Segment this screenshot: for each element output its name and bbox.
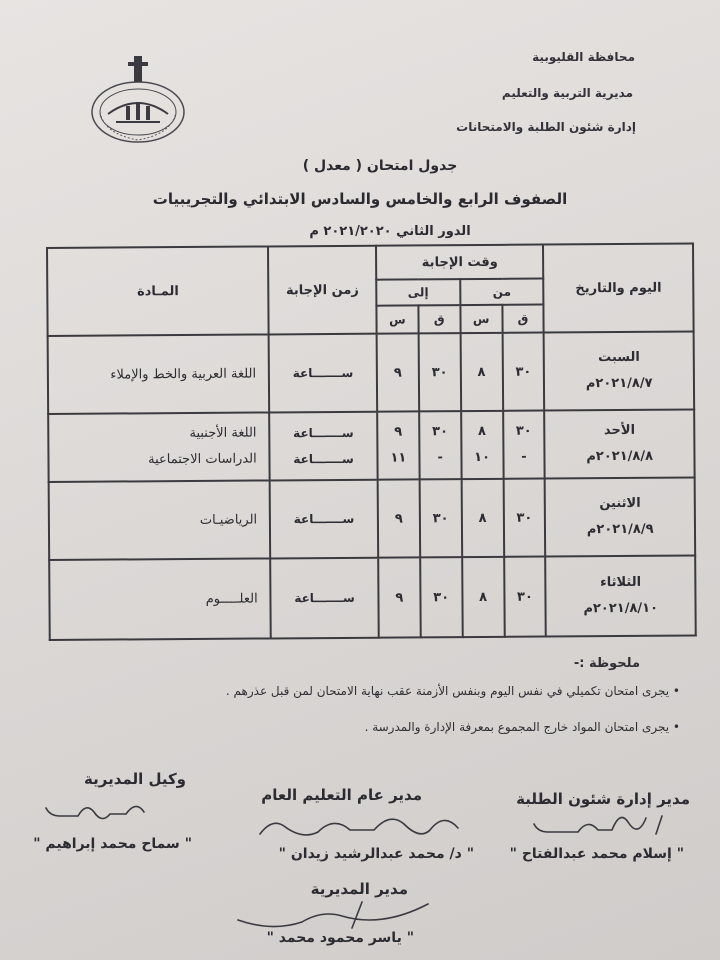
from-hour: ٨ <box>461 479 503 557</box>
ministry-emblem <box>86 52 190 148</box>
header-q: ق <box>418 305 460 333</box>
signature-name-director: " ياسر محمود محمد " <box>266 930 414 946</box>
signature-title-student-affairs: مدير إدارة شئون الطلبة <box>516 790 690 808</box>
from-hour: ٨ <box>460 333 502 411</box>
from-minute: - <box>521 449 527 465</box>
table-row <box>48 409 694 482</box>
to-minute: - <box>437 450 443 466</box>
notes-heading: ملحوظة :- <box>573 656 640 671</box>
header-s: س <box>460 305 502 333</box>
to-hour: ٩ <box>394 424 403 440</box>
signature-scrawl <box>40 796 150 834</box>
header-s: س <box>376 305 418 333</box>
signature-title-general-education: مدير عام التعليم العام <box>261 786 422 804</box>
table-row <box>49 477 696 560</box>
signature-name-general-education: " د/ محمد عبدالرشيد زيدان " <box>278 846 474 862</box>
from-minute: ٣٠ <box>504 557 546 637</box>
to-hour: ٩ <box>377 333 419 411</box>
grades-subtitle: الصفوف الرابع والخامس والسادس الابتدائي والتجريبيات <box>152 190 568 208</box>
note-text: يجرى امتحان تكميلي في نفس اليوم وبنفس الأزمنة عقب نهاية الامتحان لمن قبل عذرهم . <box>225 684 670 698</box>
duration: ســـــــاعة <box>269 334 377 413</box>
note-item <box>226 684 680 698</box>
schedule-title: جدول امتحان ( معدل ) <box>302 158 458 174</box>
header-governorate: محافظة القليوبية <box>532 50 635 64</box>
bullet-icon: • <box>672 684 680 698</box>
day-name: الاثنين <box>599 495 641 512</box>
from-minute: ٣٠ <box>503 479 545 557</box>
signature-title-deputy: وكيل المديرية <box>84 770 186 788</box>
day-date-cell <box>544 331 694 410</box>
signature-name-student-affairs: " إسلام محمد عبدالفتاح " <box>509 846 684 862</box>
to-hour: ٩ <box>378 557 420 637</box>
header-q: ق <box>502 305 544 333</box>
signature-name-deputy: " سماح محمد إبراهيم " <box>33 836 192 852</box>
to-hour: ٩ <box>378 479 420 557</box>
duration: ســـــــاعة <box>293 451 354 467</box>
from-hour: ١٠ <box>474 449 491 466</box>
subject: اللغة العربية والخط والإملاء <box>48 334 270 414</box>
to-hour: ١١ <box>390 450 407 466</box>
note-text: يجرى امتحان المواد خارج المجموع بمعرفة الإدارة والمدرسة . <box>364 720 670 734</box>
to-minute: ٣٠ <box>432 424 449 440</box>
day-name: السبت <box>598 349 640 366</box>
day-date-cell <box>545 409 695 478</box>
from-hour: ٨ <box>477 423 486 439</box>
header-from: من <box>460 279 544 306</box>
to-minute: ٣٠ <box>419 479 461 557</box>
day-name: الأحد <box>603 422 636 439</box>
header-to: إلى <box>376 279 460 306</box>
subject: الدراسات الاجتماعية <box>148 451 257 468</box>
from-hour: ٨ <box>462 557 504 637</box>
header-directorate: مديرية التربية والتعليم <box>501 86 633 100</box>
duration: ســـــــاعة <box>270 558 378 639</box>
signature-scrawl <box>254 806 464 850</box>
exam-schedule-table <box>46 242 697 641</box>
exam-date: ٢٠٢١/٨/٧م <box>585 375 653 392</box>
header-department: إدارة شئون الطلبة والامتحانات <box>456 120 636 134</box>
header-subject: المـادة <box>47 246 269 336</box>
duration: ســـــــاعة <box>270 480 378 559</box>
table-row <box>49 555 696 640</box>
note-item <box>365 720 680 734</box>
to-minute: ٣٠ <box>418 333 460 411</box>
session-subtitle: الدور الثاني ٢٠٢١/٢٠٢٠ م <box>309 224 471 239</box>
day-name: الثلاثاء <box>600 574 642 591</box>
subject: اللغة الأجنبية <box>189 425 257 442</box>
header-duration: زمن الإجابة <box>268 246 376 335</box>
signature-title-director: مدير المديرية <box>310 880 408 898</box>
exam-date: ٢٠٢١/٨/٨م <box>586 448 654 465</box>
from-minute: ٣٠ <box>515 423 532 439</box>
exam-date: ٢٠٢١/٨/٩م <box>586 521 654 538</box>
subject: الرياضيـات <box>49 480 271 560</box>
header-answer-time: وقت الإجابة <box>376 245 544 280</box>
table-row <box>48 331 695 414</box>
duration: ســـــــاعة <box>293 425 354 441</box>
signature-scrawl <box>528 808 668 848</box>
header-day-date: اليوم والتاريخ <box>543 243 693 332</box>
day-date-cell <box>546 555 696 636</box>
subject: العلـــــوم <box>49 558 271 640</box>
exam-date: ٢٠٢١/٨/١٠م <box>583 600 659 617</box>
bullet-icon: • <box>672 720 680 734</box>
day-date-cell <box>545 477 695 556</box>
from-minute: ٣٠ <box>502 333 544 411</box>
to-minute: ٣٠ <box>420 557 462 637</box>
